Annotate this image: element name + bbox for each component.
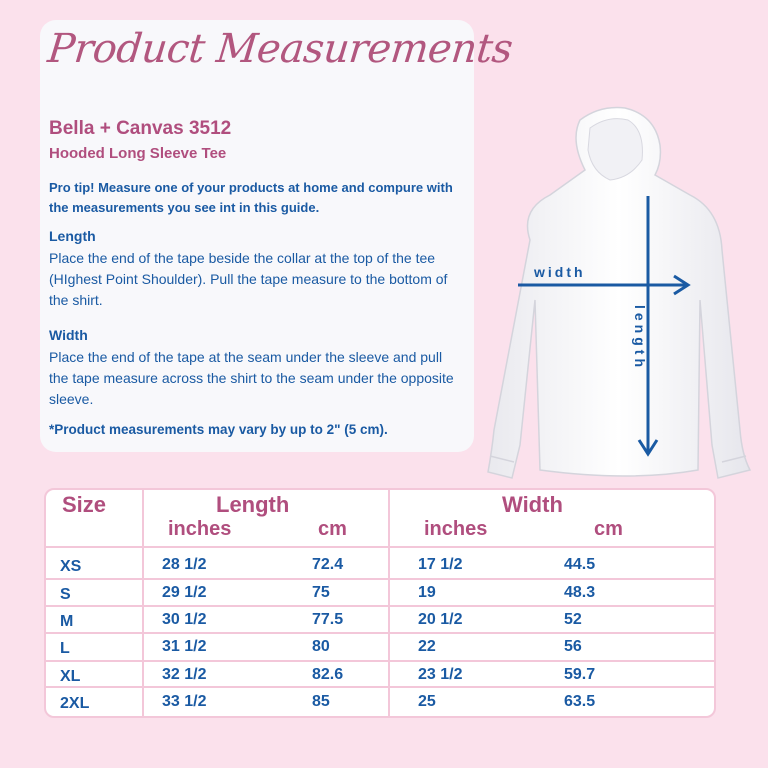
length-instructions: Place the end of the tape beside the collar at the top of the tee (HIghest Point Shoulder). Pull the tape measure to the bottom of the shirt. [49, 250, 448, 308]
length-cm-cell: 77.5 [312, 611, 344, 628]
width-cm-cell: 63.5 [564, 693, 596, 710]
width-inches-cell: 23 1/2 [418, 666, 463, 683]
width-inches-cell: 20 1/2 [418, 611, 463, 628]
measurement-note: *Product measurements may vary by up to 2" (5 cm). [49, 422, 388, 437]
width-cm-cell: 44.5 [564, 556, 596, 573]
length-cm-cell: 85 [312, 693, 330, 710]
size-header: Size [62, 492, 107, 517]
pro-tip: Pro tip! Measure one of your products at home and compure with the measurements you see int in this guide. [49, 180, 453, 215]
width-instructions: Place the end of the tape at the seam under the sleeve and pull the tape measure across the shirt to the seam under the opposite sleeve. [49, 349, 454, 407]
size-cell: M [60, 613, 74, 630]
width-cm-cell: 56 [564, 638, 582, 655]
size-table [44, 488, 716, 718]
length-cm-cell: 72.4 [312, 556, 344, 573]
width-cm-cell: 48.3 [564, 584, 596, 601]
size-cell: L [60, 640, 70, 657]
page-title: Product Measurements [45, 26, 515, 72]
length-cm-cell: 80 [312, 638, 330, 655]
length-header: Length [216, 492, 290, 517]
product-name: Bella + Canvas 3512 [49, 118, 232, 139]
width-inches-header: inches [424, 518, 488, 540]
width-cm-header: cm [594, 518, 623, 540]
width-label: width [534, 264, 586, 280]
length-inches-cell: 33 1/2 [162, 693, 207, 710]
size-cell: XS [60, 558, 82, 575]
length-cm-cell: 75 [312, 584, 330, 601]
length-inches-cell: 31 1/2 [162, 638, 207, 655]
width-inches-cell: 22 [418, 638, 436, 655]
width-inches-cell: 25 [418, 693, 436, 710]
width-header: Width [502, 492, 563, 517]
length-label: length [632, 305, 648, 371]
length-inches-cell: 28 1/2 [162, 556, 207, 573]
length-inches-cell: 30 1/2 [162, 611, 207, 628]
width-inches-cell: 17 1/2 [418, 556, 463, 573]
size-cell: 2XL [60, 695, 90, 712]
length-inches-cell: 29 1/2 [162, 584, 207, 601]
width-cm-cell: 59.7 [564, 666, 596, 683]
size-cell: XL [60, 668, 81, 685]
width-inches-cell: 19 [418, 584, 436, 601]
length-cm-cell: 82.6 [312, 666, 344, 683]
length-heading: Length [49, 228, 96, 244]
width-heading: Width [49, 327, 88, 343]
length-inches-cell: 32 1/2 [162, 666, 207, 683]
hoodie-shape [488, 108, 750, 479]
length-cm-header: cm [318, 518, 347, 540]
hoodie-diagram [450, 100, 760, 490]
length-inches-header: inches [168, 518, 232, 540]
width-cm-cell: 52 [564, 611, 582, 628]
product-subtitle: Hooded Long Sleeve Tee [49, 145, 227, 162]
size-cell: S [60, 586, 71, 603]
